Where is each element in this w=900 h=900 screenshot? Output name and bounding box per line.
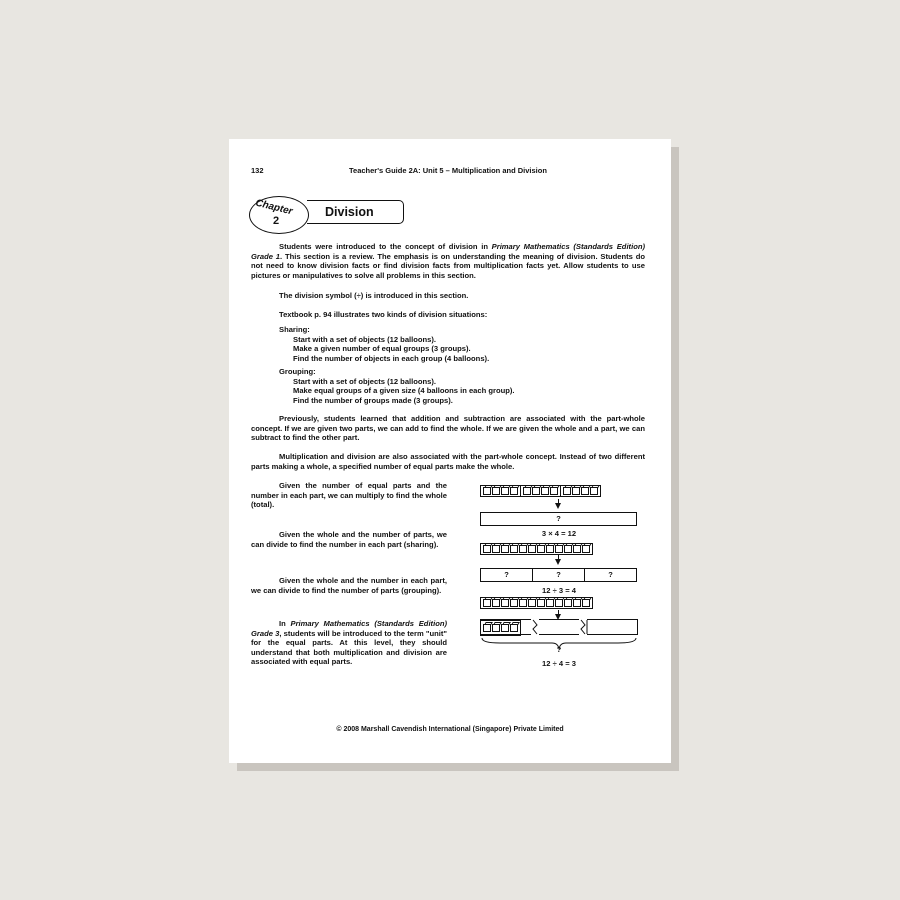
chapter-number: 2 [273,215,280,227]
whole-bar [480,512,637,526]
grouping-line: Find the number of groups made (3 groups). [293,395,453,405]
intro-paragraph: Students were introduced to the concept of division in Primary Mathematics (Standards Edition) Grade 1. This section is a review. The emphasis is on understanding the meaning of division. Students do not need to know division facts or find division facts from multiplication facts yet. Allow students to use pictures or manipulatives to solve all problems in this section. [251,242,646,280]
grouping-line: Start with a set of objects (12 balloons). [293,376,437,386]
equation-multiply: 3 × 4 = 12 [541,529,577,538]
bar-unknown: ? [533,569,585,581]
three-part-bar [480,568,637,582]
down-arrow-icon [555,559,561,565]
textbook-line: Textbook p. 94 illustrates two kinds of division situations: [279,310,488,319]
document-page [229,139,671,763]
cube-row-12 [480,597,593,609]
sharing-line: Find the number of objects in each group (4 balloons). [293,353,490,363]
sharing-line: Make a given number of equal groups (3 groups). [293,344,471,354]
running-header: Teacher's Guide 2A: Unit 5 – Multiplication and Division [349,166,547,175]
note-grouping: Given the whole and the number in each part, we can divide to find the number of parts (grouping). [251,576,447,595]
equation-sharing: 12 ÷ 3 = 4 [542,586,576,595]
note-sharing: Given the whole and the number of parts, we can divide to find the number in each part (sharing). [251,530,447,549]
cube-group [521,485,561,497]
grouping-heading: Grouping: [279,367,316,376]
sharing-heading: Sharing: [279,325,310,334]
copyright-footer: © 2008 Marshall Cavendish International (Singapore) Private Limited [336,726,564,733]
bar-unknown: ? [481,569,533,581]
division-symbol-line: The division symbol (÷) is introduced in this section. [279,291,469,300]
previously-paragraph: Previously, students learned that addition and subtraction are associated with the part-whole concept. If we are given two parts, we can add to find the whole. If we are given the whole and a part, we can subtract to find the other part. [251,414,645,443]
equation-grouping: 12 ÷ 4 = 3 [542,659,576,668]
cube-group [561,485,601,497]
grouping-block [279,367,639,405]
cube-group [480,543,593,555]
cube-row-12 [480,543,593,555]
grouping-line: Make equal groups of a given size (4 balloons in each group). [293,386,515,396]
chapter-title: Division [325,205,374,219]
bar-unknown: ? [556,514,561,523]
groups-unknown: ? [556,645,562,654]
sharing-block [279,325,639,363]
chapter-word: Chapter [254,197,294,218]
cube-group [480,597,593,609]
cube-group [480,485,521,497]
note-unit: In Primary Mathematics (Standards Edition) Grade 3, students will be introduced to the term "unit" for the equal parts. At this level, they should understand that both multiplication and division are associated with equal parts. [251,619,447,667]
sharing-line: Start with a set of objects (12 balloons). [293,334,437,344]
cube-groups-3x4 [480,485,601,497]
page-number: 132 [251,166,264,175]
down-arrow-icon [555,503,561,509]
part-whole-paragraph: Multiplication and division are also associated with the part-whole concept. Instead of two different parts making a whole, a specified number of equal parts make the whole. [251,452,645,471]
bar-unknown: ? [608,570,613,579]
note-multiply: Given the number of equal parts and the number in each part, we can multiply to find the whole (total). [251,481,447,510]
